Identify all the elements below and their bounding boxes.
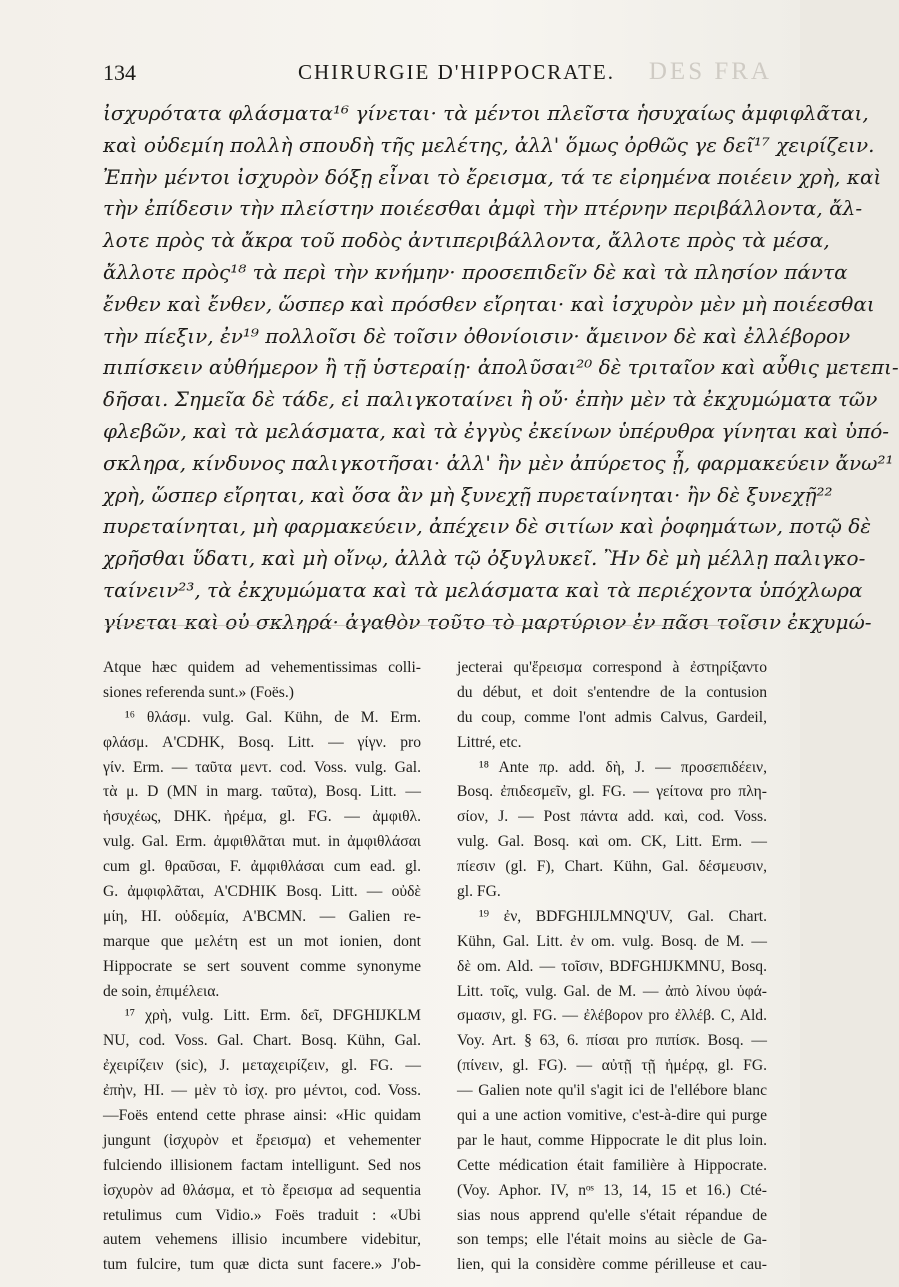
note-line: de soin, ἐπιμέλεια. [103, 982, 220, 1000]
note-line: fulciendo illisionem factam intelligunt. Sed nos [103, 1156, 421, 1174]
note-line: jungunt (ἰσχυρὸν et ἔρεισμα) et vehementer [103, 1131, 421, 1149]
note-line: ἐπὴν, HI. — μὲν τὸ ἰσχ. pro μέντοι, cod. Voss. [103, 1082, 421, 1100]
text-line: χρὴ, ὥσπερ εἴρηται, καὶ ὅσα ἂν μὴ ξυνεχῇ πυρεταίνηται· ἢν δὲ ξυνεχῇ²² [103, 482, 833, 507]
note-line: ἰσχυρὸν ad θλάσμα, et τὸ ἔρεισμα ad sequentia [103, 1181, 421, 1199]
note-line: ¹⁶ θλάσμ. vulg. Gal. Kühn, de M. Erm. [125, 708, 421, 726]
text-line: πιπίσκειν αὐθήμερον ἢ τῇ ὑστεραίῃ· ἀπολῦσαι²⁰ δὲ τριταῖον καὶ αὖθις μετεπι- [103, 355, 899, 380]
text-line: γίνεται καὶ οὐ σκληρά· ἀγαθὸν τοῦτο τὸ μαρτύριον ἐν πᾶσι τοῖσιν ἐκχυμώ- [103, 609, 872, 634]
greek-main-text [103, 98, 899, 639]
text-line: τὴν ἐπίδεσιν τὴν πλείστην ποιέεσθαι ἀμφὶ τὴν πτέρνην περιβάλλοντα, ἄλ- [103, 196, 863, 221]
bleed-through-text: DES FRA [648, 58, 772, 85]
note-line: vulg. Gal. Erm. ἀμφιθλᾶται mut. in ἀμφιθλάσαι [103, 833, 421, 851]
note-line: ¹⁸ Ante πρ. add. δὴ, J. — προσεπιδέειν, [479, 758, 767, 776]
note-line: son temps; elle l'était moins au siècle de Ga- [457, 1231, 767, 1249]
note-line: du début, et doit s'entendre de la contusion [457, 683, 767, 701]
text-line: δῆσαι. Σημεῖα δὲ τάδε, εἰ παλιγκοταίνει ἢ οὔ· ἐπὴν μὲν τὰ ἐκχυμώματα τῶν [103, 387, 878, 412]
note-line: μίη, HI. οὐδεμία, A'BCMN. — Galien re- [103, 907, 421, 925]
note-line: — Galien note qu'il s'agit ici de l'ellébore blanc [457, 1082, 767, 1100]
note-line: γίν. Erm. — ταῦτα μεντ. cod. Voss. vulg. Gal. [103, 758, 421, 776]
note-line: Kühn, Gal. Litt. ἐν om. vulg. Bosq. de M. — [457, 932, 767, 950]
note-line: qui a une action vomitive, c'est-à-dire qui purge [457, 1107, 767, 1125]
note-line: τὰ μ. D (MN in marg. ταῦτα), Bosq. Litt. — [103, 783, 421, 801]
note-line: ἐχειρίζειν (sic), J. μεταχειρίζειν, gl. FG. — [103, 1057, 421, 1075]
note-line: G. ἀμφιφλᾶται, A'CDHIK Bosq. Litt. — οὐδὲ [103, 883, 421, 901]
note-line: Voy. Art. § 63, 6. πίσαι pro πιπίσκ. Bosq. — [457, 1032, 767, 1050]
running-title: CHIRURGIE D'HIPPOCRATE. [298, 60, 615, 84]
note-line: cum gl. θραῦσαι, F. ἀμφιθλάσαι cum ead. gl. [103, 858, 421, 876]
note-line: φλάσμ. A'CDHK, Bosq. Litt. — γίγν. pro [103, 733, 421, 751]
text-line: ἄλλοτε πρὸς¹⁸ τὰ περὶ τὴν κνήμην· προσεπιδεῖν δὲ καὶ τὰ πλησίον πάντα [103, 259, 848, 284]
text-line: ἔνθεν καὶ ἔνθεν, ὥσπερ καὶ πρόσθεν εἴρηται· καὶ ἰσχυρὸν μὲν μὴ ποιέεσθαι [103, 291, 875, 316]
text-line: Ἐπὴν μέντοι ἰσχυρὸν δόξῃ εἶναι τὸ ἔρεισμα, τά τε εἰρημένα ποιέειν χρὴ, καὶ [103, 164, 882, 189]
note-line: autem vehemens illisio incumbere videbitur, [103, 1231, 421, 1249]
note-line: Hippocrate se sert souvent comme synonyme [103, 957, 421, 975]
page-header [103, 60, 763, 90]
text-line: χρῆσθαι ὕδατι, καὶ μὴ οἴνῳ, ἀλλὰ τῷ ὀξυγλυκεῖ. Ἢν δὲ μὴ μέλλῃ παλιγκο- [103, 546, 866, 571]
note-line: Litt. τοῖς, vulg. Gal. de M. — ἀπὸ λίνου ὑφά- [457, 982, 767, 1000]
note-line: Cette médication était familière à Hippocrate. [457, 1156, 767, 1174]
text-line: ἰσχυρότατα φλάσματα¹⁶ γίνεται· τὰ μέντοι πλεῖστα ἡσυχαίως ἀμφιφλᾶται, [103, 101, 869, 125]
note-line: σίον, J. — Post πάντα add. καὶ, cod. Voss. [457, 808, 767, 826]
note-line: ¹⁹ ἐν, BDFGHIJLMNQ'UV, Gal. Chart. [479, 907, 767, 925]
note-line: Bosq. ἐπιδεσμεῖν, gl. FG. — γείτονα pro πλη- [457, 783, 767, 801]
note-line: retulimus cum Vidio.» Foës traduit : «Ubi [103, 1206, 421, 1224]
note-line: δὲ om. Ald. — τοῖσιν, BDFGHIJKMNU, Bosq. [457, 957, 767, 975]
note-line: ¹⁷ χρὴ, vulg. Litt. Erm. δεῖ, DFGHIJKLM [125, 1007, 421, 1025]
note-line: Littré, etc. [457, 733, 522, 751]
note-line: jecterai qu'ἔρεισμα correspond à ἐστηρίξαντο [457, 659, 767, 676]
text-line: σκληρα, κίνδυνος παλιγκοτῆσαι· ἀλλ' ἢν μὲν ἀπύρετος ᾖ, φαρμακεύειν ἄνω²¹ [103, 450, 894, 475]
note-line: tum fulcire, tum quæ dicta sunt facere.» J'ob- [103, 1256, 421, 1274]
notes-separator [104, 625, 766, 626]
note-line: marque que μελέτη est un mot ionien, dont [103, 932, 421, 950]
page-number: 134 [103, 60, 136, 85]
note-line: ἡσυχέως, DHK. ἠρέμα, gl. FG. — ἀμφιθλ. [103, 808, 421, 826]
note-line: gl. FG. [457, 883, 501, 901]
note-line: par le haut, comme Hippocrate le dit plus loin. [457, 1131, 767, 1149]
notes-right-column [457, 656, 767, 1278]
note-line: (πίνειν, gl. FG). — αὐτῇ τῇ ἡμέρᾳ, gl. FG. [457, 1057, 767, 1075]
text-line: καὶ οὐδεμίη πολλὴ σπουδὴ τῆς μελέτης, ἀλλ' ὅμως ὀρθῶς γε δεῖ¹⁷ χειρίζειν. [103, 132, 875, 157]
note-line: lien, qui la considère comme périlleuse et cau- [457, 1256, 767, 1274]
notes-left-column [103, 656, 421, 1278]
note-line: siones referenda sunt.» (Foës.) [103, 683, 294, 701]
note-line: (Voy. Aphor. IV, nᵒˢ 13, 14, 15 et 16.) Cté- [457, 1181, 767, 1199]
note-line: σμασιν, gl. FG. — ἐλέβορον pro ἐλλέβ. C, Ald. [457, 1007, 767, 1025]
note-line: sias nous apprend qu'elle s'était répandue de [457, 1206, 767, 1224]
text-line: ταίνειν²³, τὰ ἐκχυμώματα καὶ τὰ μελάσματα καὶ τὰ περιέχοντα ὑπόχλωρα [103, 577, 863, 602]
text-line: λοτε πρὸς τὰ ἄκρα τοῦ ποδὸς ἀντιπεριβάλλοντα, ἄλλοτε πρὸς τὰ μέσα, [103, 228, 830, 253]
text-line: τὴν πίεξιν, ἐν¹⁹ πολλοῖσι δὲ τοῖσιν ὀθονίοισιν· ἄμεινον δὲ καὶ ἐλλέβορον [103, 323, 851, 348]
note-line: Atque hæc quidem ad vehementissimas colli- [103, 659, 421, 676]
note-line: du coup, comme l'ont admis Calvus, Gardeil, [457, 708, 767, 726]
note-line: NU, cod. Voss. Gal. Chart. Bosq. Kühn, Gal. [103, 1032, 421, 1050]
note-line: —Foës entend cette phrase ainsi: «Hic quidam [103, 1107, 421, 1125]
note-line: πίεσιν (gl. F), Chart. Kühn, Gal. δέσμευσιν, [457, 858, 767, 876]
note-line: vulg. Gal. Bosq. καὶ om. CK, Litt. Erm. — [457, 833, 767, 851]
text-line: πυρεταίνηται, μὴ φαρμακεύειν, ἀπέχειν δὲ σιτίων καὶ ῥοφημάτων, ποτῷ δὲ [103, 514, 872, 539]
text-line: φλεβῶν, καὶ τὰ μελάσματα, καὶ τὰ ἐγγὺς ἐκείνων ὑπέρυθρα γίνηται καὶ ὑπό- [103, 418, 890, 443]
